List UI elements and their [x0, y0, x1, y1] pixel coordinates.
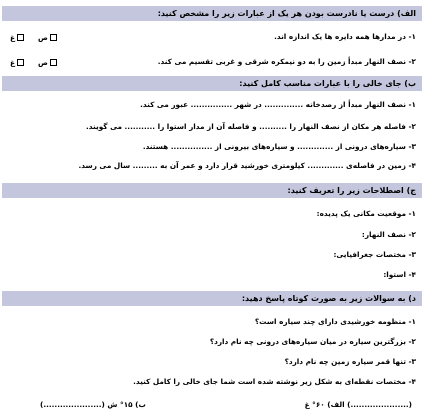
false-checkbox[interactable] [17, 59, 24, 66]
section-b-item-3: ۳- سیاره‌های درونی از ............. و سیاره‌های بیرونی از ............... هستند. [142, 142, 416, 151]
section-b-header: ب) جای خالی را با عبارات مناسب کامل کنید: [2, 76, 422, 91]
section-d-item-2: ۲- بزرگترین سیاره در میان سیاره‌های درونی چه نام دارد؟ [209, 337, 416, 346]
section-d-header: د) به سوالات زیر به صورت کوتاه پاسخ دهید: [2, 291, 422, 306]
section-d-item-3: ۳- تنها قمر سیاره زمین چه نام دارد؟ [284, 357, 416, 366]
false-label: غ [10, 57, 15, 67]
section-a-item-2: ۲- نصف النهار مبدأ زمین را به دو نیمکره شرقی و غربی تقسیم می کند. [157, 57, 416, 66]
section-c-item-4: ۴- استوا: [383, 270, 416, 279]
true-label: ص [38, 57, 48, 67]
section-b-item-4: ۴- زمین در فاصله‌ی ............. کیلومتری خورشید قرار دارد و عمر آن به ......... سال می رسد. [78, 161, 416, 170]
true-checkbox[interactable] [50, 34, 57, 41]
section-a-item-1: ۱- در مدارها همه دایره ها یک اندازه اند. [274, 32, 416, 41]
section-c-item-1: ۱- موقعیت مکانی یک پدیده: [316, 209, 416, 218]
section-c-item-2: ۲- نصف النهار: [361, 230, 416, 239]
section-d-item-1: ۱- منظومه خورشیدی دارای چند سیاره است؟ [254, 317, 416, 326]
true-false-choice-1 [10, 31, 57, 43]
section-a-header: الف) درست یا نادرست بودن هر یک از عبارات زیر را مشخص کنید: [2, 6, 422, 21]
coordinate-blanks [40, 400, 412, 412]
section-b-item-2: ۲- فاصله هر مکان از نصف النهار را .......... و فاصله آن از مدار استوا را ........... می گویند. [86, 122, 416, 131]
coordinate-b: (.....................) ب) ۱۵° ش [40, 400, 146, 409]
section-c-item-3: ۳- مختصات جغرافیایی: [333, 250, 416, 259]
section-b-item-1: ۱- نصف النهار مبدأ از رصدخانه .............. در شهر ............... عبور می کند. [140, 100, 416, 109]
true-checkbox[interactable] [50, 59, 57, 66]
true-false-choice-2 [10, 56, 57, 68]
section-c-header: ج) اصطلاحات زیر را تعریف کنید: [2, 183, 422, 198]
true-label: ص [38, 32, 48, 42]
false-label: غ [10, 32, 15, 42]
section-d-item-4: ۴- مختصات نقطه‌ای به شکل زیر نوشته شده است شما جای خالی را کامل کنید. [133, 377, 416, 386]
coordinate-a: الف) ۶۰° غ (.....................) [304, 400, 412, 409]
false-checkbox[interactable] [17, 34, 24, 41]
